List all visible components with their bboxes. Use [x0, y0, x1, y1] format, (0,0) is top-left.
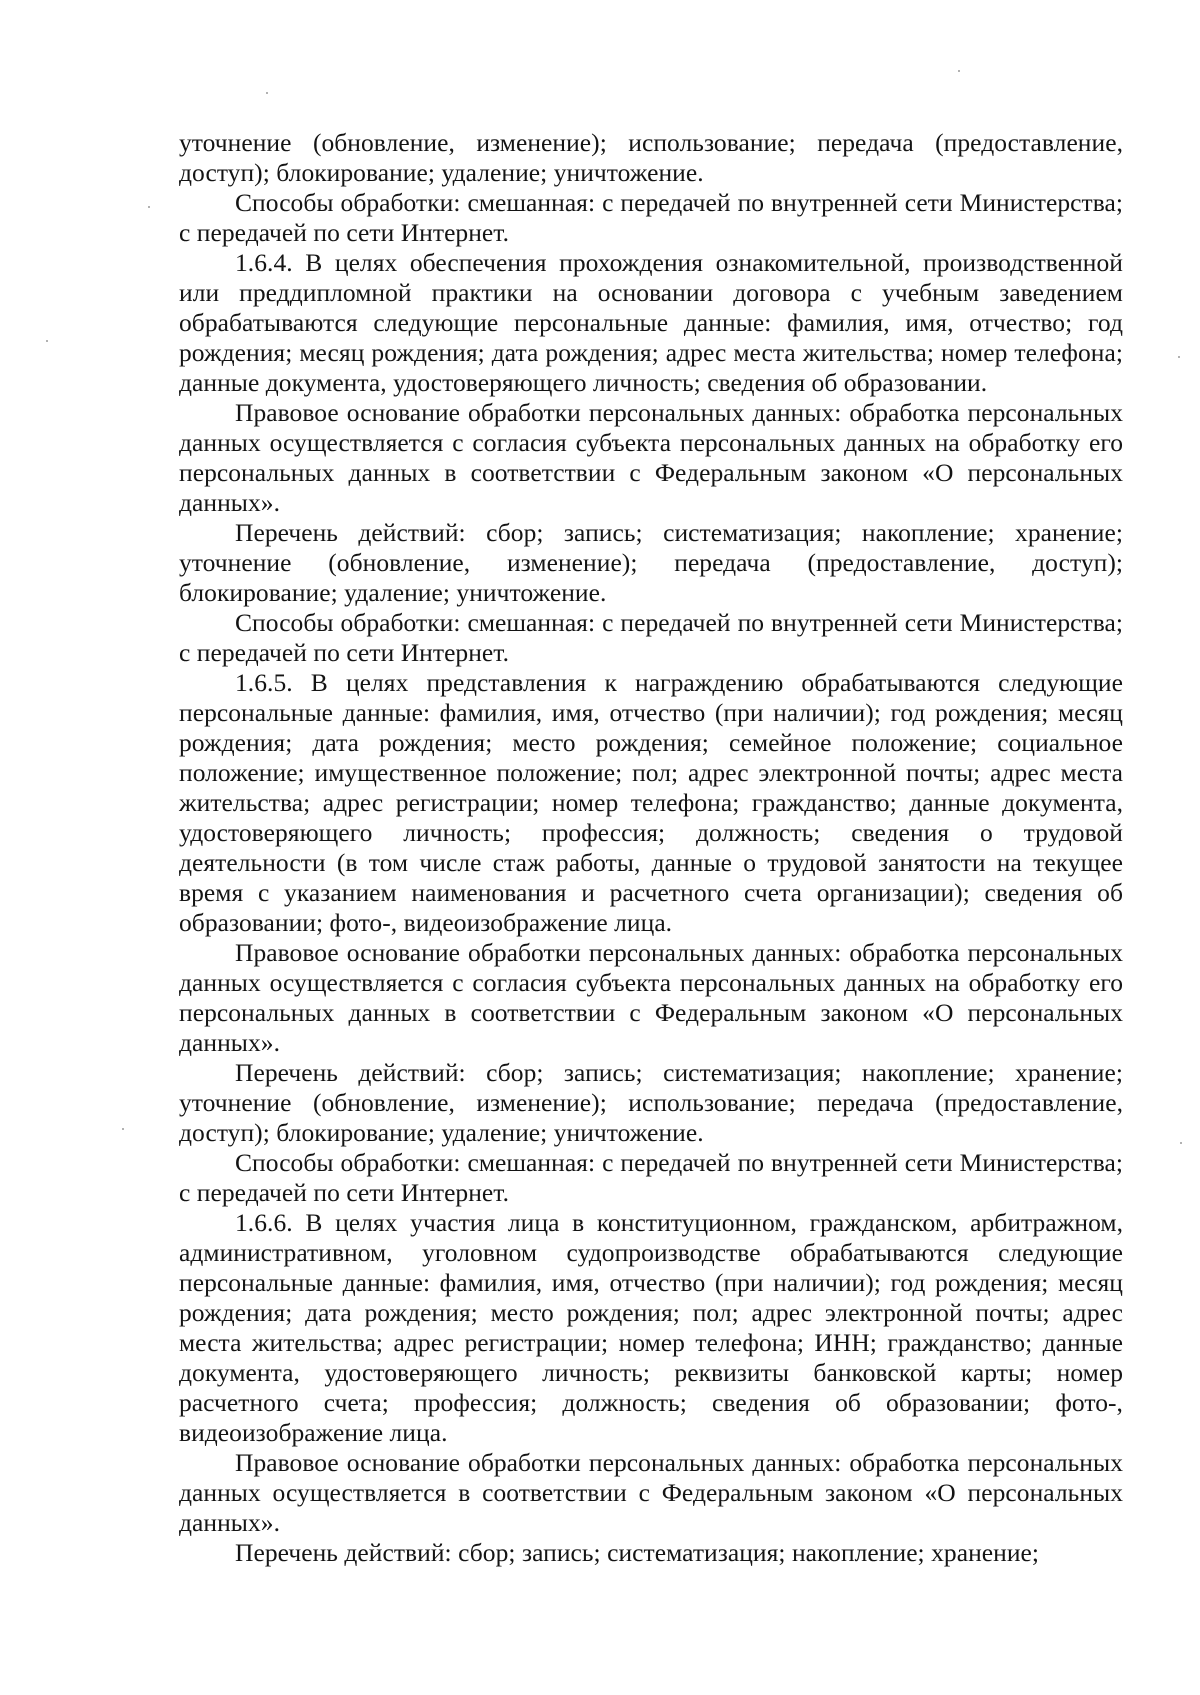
paragraph: 1.6.5. В целях представления к награждению обрабатываются следующие персональные данные: фамилия, имя, отчество (при наличии); год рождения; месяц рождения; дата рождения; место рождения; семейное положение; социальное положение; имущественное положение; пол; адрес электронной почты; адрес места жительства; адрес регистрации; номер телефона; гражданство; данные документа, удостоверяющего личность; профессия; должность; сведения о трудовой деятельности (в том числе стаж работы, данные о трудовой занятости на текущее время с указанием наименования и расчетного счета организации); сведения об образовании; фото-, видеоизображение лица. [179, 668, 1123, 937]
paragraph: Правовое основание обработки персональных данных: обработка персональных данных осуществляется с согласия субъекта персональных данных на обработку его персональных данных в соответствии с Федеральным законом «О персональных данных». [179, 398, 1123, 517]
paragraph: Перечень действий: сбор; запись; систематизация; накопление; хранение; [235, 1538, 1040, 1567]
scan-speck [958, 70, 960, 72]
paragraph: Правовое основание обработки персональных данных: обработка персональных данных осуществляется с согласия субъекта персональных данных на обработку его персональных данных в соответствии с Федеральным законом «О персональных данных». [179, 938, 1123, 1057]
paragraph: уточнение (обновление, изменение); использование; передача (предоставление, доступ); блокирование; удаление; уничтожение. [179, 128, 1123, 187]
paragraph: Правовое основание обработки персональных данных: обработка персональных данных осуществляется в соответствии с Федеральным законом «О персональных данных». [179, 1448, 1123, 1537]
paragraph: 1.6.6. В целях участия лица в конституционном, гражданском, арбитражном, административном, уголовном судопроизводстве обрабатываются следующие персональные данные: фамилия, имя, отчество (при наличии); год рождения; месяц рождения; дата рождения; место рождения; пол; адрес электронной почты; адрес места жительства; адрес регистрации; номер телефона; ИНН; гражданство; данные документа, удостоверяющего личность; реквизиты банковской карты; номер расчетного счета; профессия; должность; сведения об образовании; фото-, видеоизображение лица. [179, 1208, 1123, 1447]
paragraph: Перечень действий: сбор; запись; систематизация; накопление; хранение; уточнение (обновление, изменение); передача (предоставление, доступ); блокирование; удаление; уничтожение. [179, 518, 1123, 607]
paragraph: Способы обработки: смешанная: с передачей по внутренней сети Министерства; с передачей по сети Интернет. [179, 608, 1123, 667]
scan-speck [1180, 1142, 1182, 1144]
scan-speck [46, 340, 48, 342]
scan-speck [1178, 356, 1180, 358]
scan-speck [148, 206, 150, 208]
scan-speck [266, 92, 268, 94]
document-body [179, 128, 1123, 1568]
scan-speck [122, 1128, 124, 1130]
paragraph: 1.6.4. В целях обеспечения прохождения ознакомительной, производственной или преддипломной практики на основании договора с учебным заведением обрабатываются следующие персональные данные: фамилия, имя, отчество; год рождения; месяц рождения; дата рождения; адрес места жительства; номер телефона; данные документа, удостоверяющего личность; сведения об образовании. [179, 248, 1123, 397]
paragraph: Перечень действий: сбор; запись; систематизация; накопление; хранение; уточнение (обновление, изменение); использование; передача (предоставление, доступ); блокирование; удаление; уничтожение. [179, 1058, 1123, 1147]
paragraph: Способы обработки: смешанная: с передачей по внутренней сети Министерства; с передачей по сети Интернет. [179, 188, 1123, 247]
paragraph: Способы обработки: смешанная: с передачей по внутренней сети Министерства; с передачей по сети Интернет. [179, 1148, 1123, 1207]
